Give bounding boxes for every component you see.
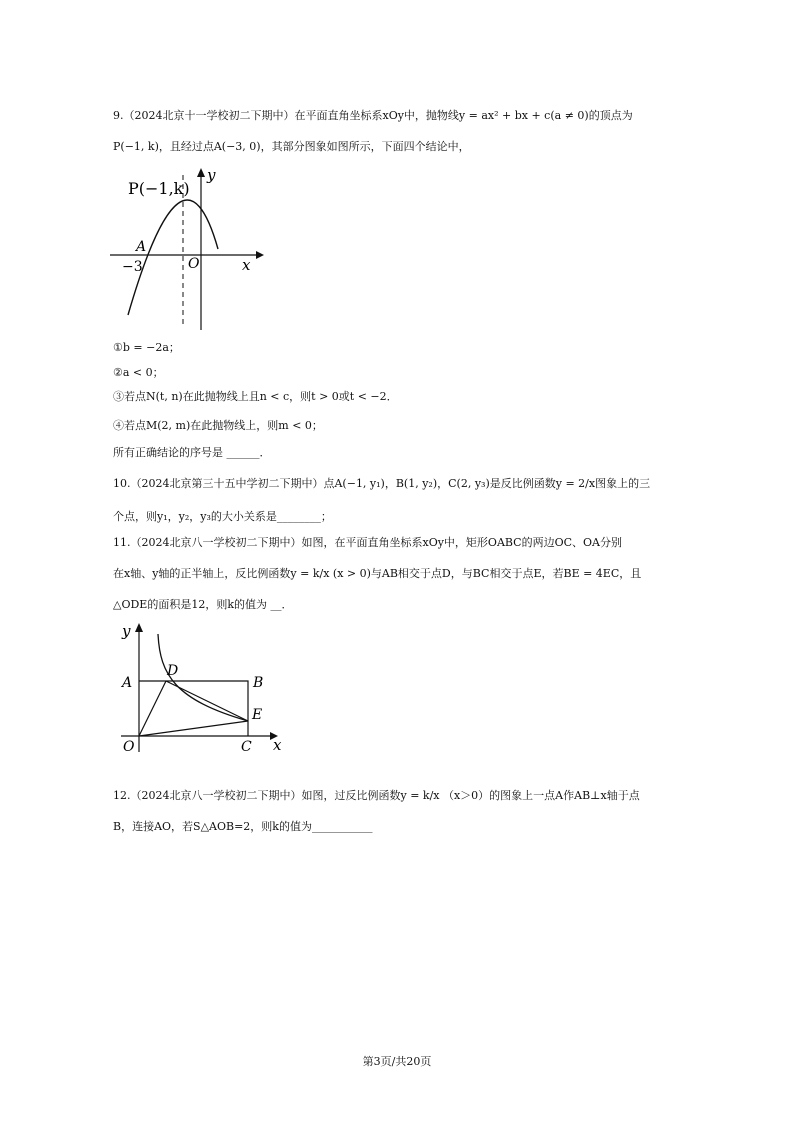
q11-label-e: E bbox=[252, 707, 263, 723]
q9-point-a-label: A bbox=[136, 239, 147, 255]
q9-parabola-figure bbox=[106, 165, 266, 335]
q11-rectangle-figure bbox=[115, 620, 290, 755]
q9-conclusion-3: ③若点N(t, n)在此抛物线上且n < c，则t > 0或t < −2． bbox=[113, 390, 398, 403]
q11-line-1: 11.（2024北京八一学校初二下期中）如图，在平面直角坐标系xOy中，矩形OABC的两边OC、OA分别 bbox=[113, 536, 622, 549]
q9-conclusion-4: ④若点M(2, m)在此抛物线上，则m < 0； bbox=[113, 419, 323, 432]
q11-x-label: x bbox=[273, 736, 282, 754]
q9-y-label: y bbox=[207, 166, 216, 184]
q11-line-3: △ODE的面积是12，则k的值为 __． bbox=[113, 598, 293, 611]
q12-line-2: B，连接AO，若S△AOB=2，则k的值为___________ bbox=[113, 820, 373, 833]
q10-line-2: 个点，则y₁，y₂，y₃的大小关系是________； bbox=[113, 510, 332, 523]
q12-line-1: 12.（2024北京八一学校初二下期中）如图，过反比例函数y = k/x （x＞0）的图象上一点A作AB⊥x轴于点 bbox=[113, 789, 640, 802]
q9-line-1: 9.（2024北京十一学校初二下期中）在平面直角坐标系xOy中，抛物线y = ax² + bx + c(a ≠ 0)的顶点为 bbox=[113, 109, 633, 122]
q11-origin-label: O bbox=[123, 739, 135, 755]
page-footer: 第3页/共20页 bbox=[362, 1055, 432, 1068]
q9-tick-neg3: −3 bbox=[122, 259, 143, 275]
q9-conclusion-2: ②a < 0； bbox=[113, 366, 164, 379]
q11-label-d: D bbox=[167, 663, 179, 679]
q9-line-2: P(−1, k)，且经过点A(−3, 0)，其部分图象如图所示，下面四个结论中， bbox=[113, 140, 470, 153]
q11-rectangle bbox=[139, 681, 248, 736]
q10-line-1: 10.（2024北京第三十五中学初二下期中）点A(−1, y₁)，B(1, y₂)，C(2, y₃)是反比例函数y = 2/x图象上的三 bbox=[113, 477, 651, 490]
q9-y-arrow bbox=[197, 168, 205, 177]
q9-x-label: x bbox=[242, 256, 251, 274]
q11-segment-od bbox=[139, 681, 166, 736]
q9-x-arrow bbox=[256, 251, 264, 259]
q9-conclusion-1: ①b = −2a； bbox=[113, 341, 180, 354]
q11-line-2: 在x轴、y轴的正半轴上，反比例函数y = k/x (x > 0)与AB相交于点D，与BC相交于点E，若BE = 4EC，且 bbox=[113, 567, 642, 580]
q11-y-arrow bbox=[135, 623, 143, 632]
q11-label-b: B bbox=[253, 675, 264, 691]
q9-parabola bbox=[128, 200, 218, 315]
q11-segment-oe bbox=[139, 721, 248, 736]
q11-segment-de bbox=[166, 681, 248, 721]
q9-question: 所有正确结论的序号是 ______． bbox=[113, 446, 271, 459]
q9-vertex-label: P(−1,k) bbox=[128, 179, 190, 198]
q9-origin-label: O bbox=[188, 256, 200, 272]
q11-label-a: A bbox=[122, 675, 133, 691]
q11-y-label: y bbox=[122, 622, 131, 640]
q11-label-c: C bbox=[241, 739, 252, 755]
